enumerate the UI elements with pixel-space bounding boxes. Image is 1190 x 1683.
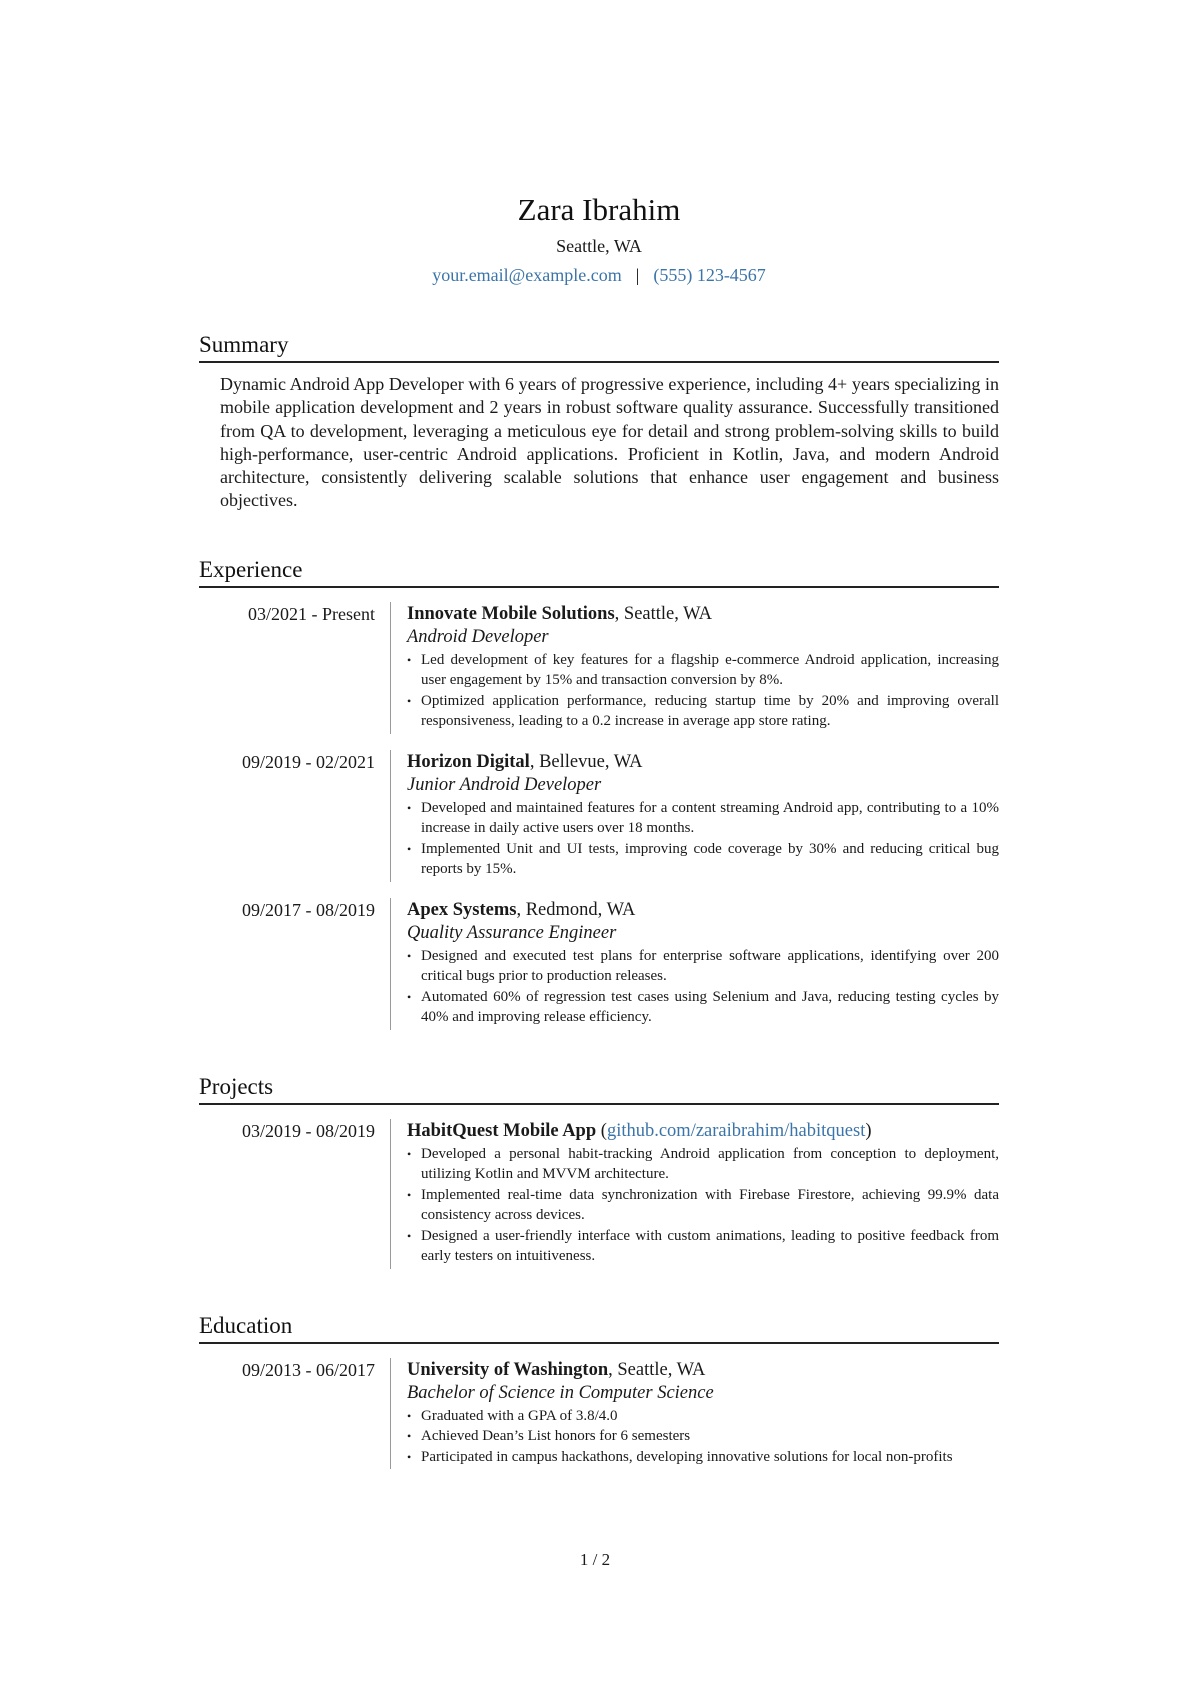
candidate-name: Zara Ibrahim (517, 192, 681, 227)
achievement-list (407, 1406, 999, 1468)
email-link[interactable]: your.email@example.com (432, 265, 622, 285)
page-indicator: 1 / 2 (579, 1550, 611, 1569)
list-item: • Optimized application performance, reducing startup time by 20% and improving overall responsiveness, leading to a 0.2 increase in average app store rating. (407, 691, 999, 732)
entry-body (390, 750, 999, 882)
degree-title: Bachelor of Science in Computer Science (407, 1382, 714, 1403)
section-divider (199, 1103, 999, 1105)
achievement-list (407, 1144, 999, 1267)
section-title-education: Education (199, 1312, 293, 1338)
education-section (199, 1311, 999, 1470)
contact-line (199, 262, 999, 288)
achievement-list (407, 650, 999, 732)
project-entry (199, 1119, 999, 1269)
section-divider (199, 586, 999, 588)
entry-body (390, 602, 999, 734)
experience-entry (199, 750, 999, 882)
company-location: , Bellevue, WA (529, 751, 643, 772)
candidate-location: Seattle, WA (556, 236, 642, 256)
list-item: • Implemented Unit and UI tests, improving code coverage by 30% and reducing critical bug reports by 15%. (407, 839, 999, 880)
summary-text: Dynamic Android App Developer with 6 years of progressive experience, including 4+ years specializing in mobile application development and 2 years in robust software quality assurance. Successfully transitioned from QA to development, leveraging a meticulous eye for detail and strong problem-solving skills to build high-performance, user-centric Android applications. Proficient in Kotlin, Java, and modern Android architecture, consistently delivering scalable solutions that enhance user engagement and business objectives. (220, 374, 999, 511)
list-item: • Automated 60% of regression test cases using Selenium and Java, reducing testing cycles by 40% and improving release efficiency. (407, 987, 999, 1028)
list-item: • Designed and executed test plans for enterprise software applications, identifying over 200 critical bugs prior to production releases. (407, 946, 999, 987)
paren-close: ) (865, 1120, 872, 1141)
entry-date: 09/2019 - 02/2021 (242, 751, 375, 772)
resume-content (199, 190, 999, 1469)
section-title-projects: Projects (199, 1073, 274, 1099)
project-name: HabitQuest Mobile App (407, 1120, 597, 1141)
experience-entry (199, 602, 999, 734)
entry-heading (407, 1358, 999, 1382)
section-divider (199, 361, 999, 363)
entry-body (390, 1358, 999, 1470)
list-item: • Designed a user-friendly interface with custom animations, leading to positive feedback from early testers on intuitiveness. (407, 1226, 999, 1267)
list-item: • Achieved Dean’s List honors for 6 semesters (407, 1426, 999, 1447)
job-title: Android Developer (407, 626, 549, 647)
projects-section (199, 1072, 999, 1269)
list-item: • Developed and maintained features for a content streaming Android app, contributing to a 10% increase in daily active users over 18 months. (407, 798, 999, 839)
entry-heading (407, 898, 999, 922)
achievement-list (407, 798, 999, 880)
entry-heading (407, 750, 999, 774)
contact-separator: | (635, 265, 640, 285)
section-divider (199, 1342, 999, 1344)
job-title: Quality Assurance Engineer (407, 922, 617, 943)
section-title-summary: Summary (199, 332, 289, 357)
paren-open: ( (596, 1120, 607, 1141)
entry-date: 09/2013 - 06/2017 (242, 1359, 375, 1380)
resume-header (199, 190, 999, 288)
project-link[interactable]: github.com/zaraibrahim/habitquest (606, 1120, 866, 1141)
achievement-list (407, 946, 999, 1028)
list-item: • Participated in campus hackathons, developing innovative solutions for local non-profits (407, 1447, 999, 1468)
list-item: • Graduated with a GPA of 3.8/4.0 (407, 1406, 999, 1427)
education-entry (199, 1358, 999, 1470)
list-item: • Led development of key features for a flagship e-commerce Android application, increasing user engagement by 15% and transaction conversion by 8%. (407, 650, 999, 691)
company-name: Innovate Mobile Solutions (407, 603, 615, 624)
list-item: • Implemented real-time data synchronization with Firebase Firestore, achieving 99.9% data consistency across devices. (407, 1185, 999, 1226)
entry-heading (407, 1119, 999, 1143)
institution-name: University of Washington (407, 1359, 609, 1380)
entry-date: 03/2021 - Present (248, 603, 375, 624)
entry-date: 09/2017 - 08/2019 (242, 899, 375, 920)
list-item: • Developed a personal habit-tracking Android application from conception to deployment, utilizing Kotlin and MVVM architecture. (407, 1144, 999, 1185)
company-name: Apex Systems (407, 899, 517, 920)
entry-date: 03/2019 - 08/2019 (242, 1120, 375, 1141)
experience-section (199, 555, 999, 1030)
entry-heading (407, 602, 999, 626)
experience-entry (199, 898, 999, 1030)
phone-link[interactable]: (555) 123-4567 (653, 265, 766, 285)
company-location: , Seattle, WA (614, 603, 712, 624)
company-location: , Redmond, WA (516, 899, 636, 920)
institution-location: , Seattle, WA (608, 1359, 706, 1380)
job-title: Junior Android Developer (407, 774, 602, 795)
company-name: Horizon Digital (407, 751, 530, 772)
section-title-experience: Experience (199, 556, 303, 582)
summary-section (199, 330, 999, 513)
entry-body (390, 898, 999, 1030)
entry-body (390, 1119, 999, 1269)
